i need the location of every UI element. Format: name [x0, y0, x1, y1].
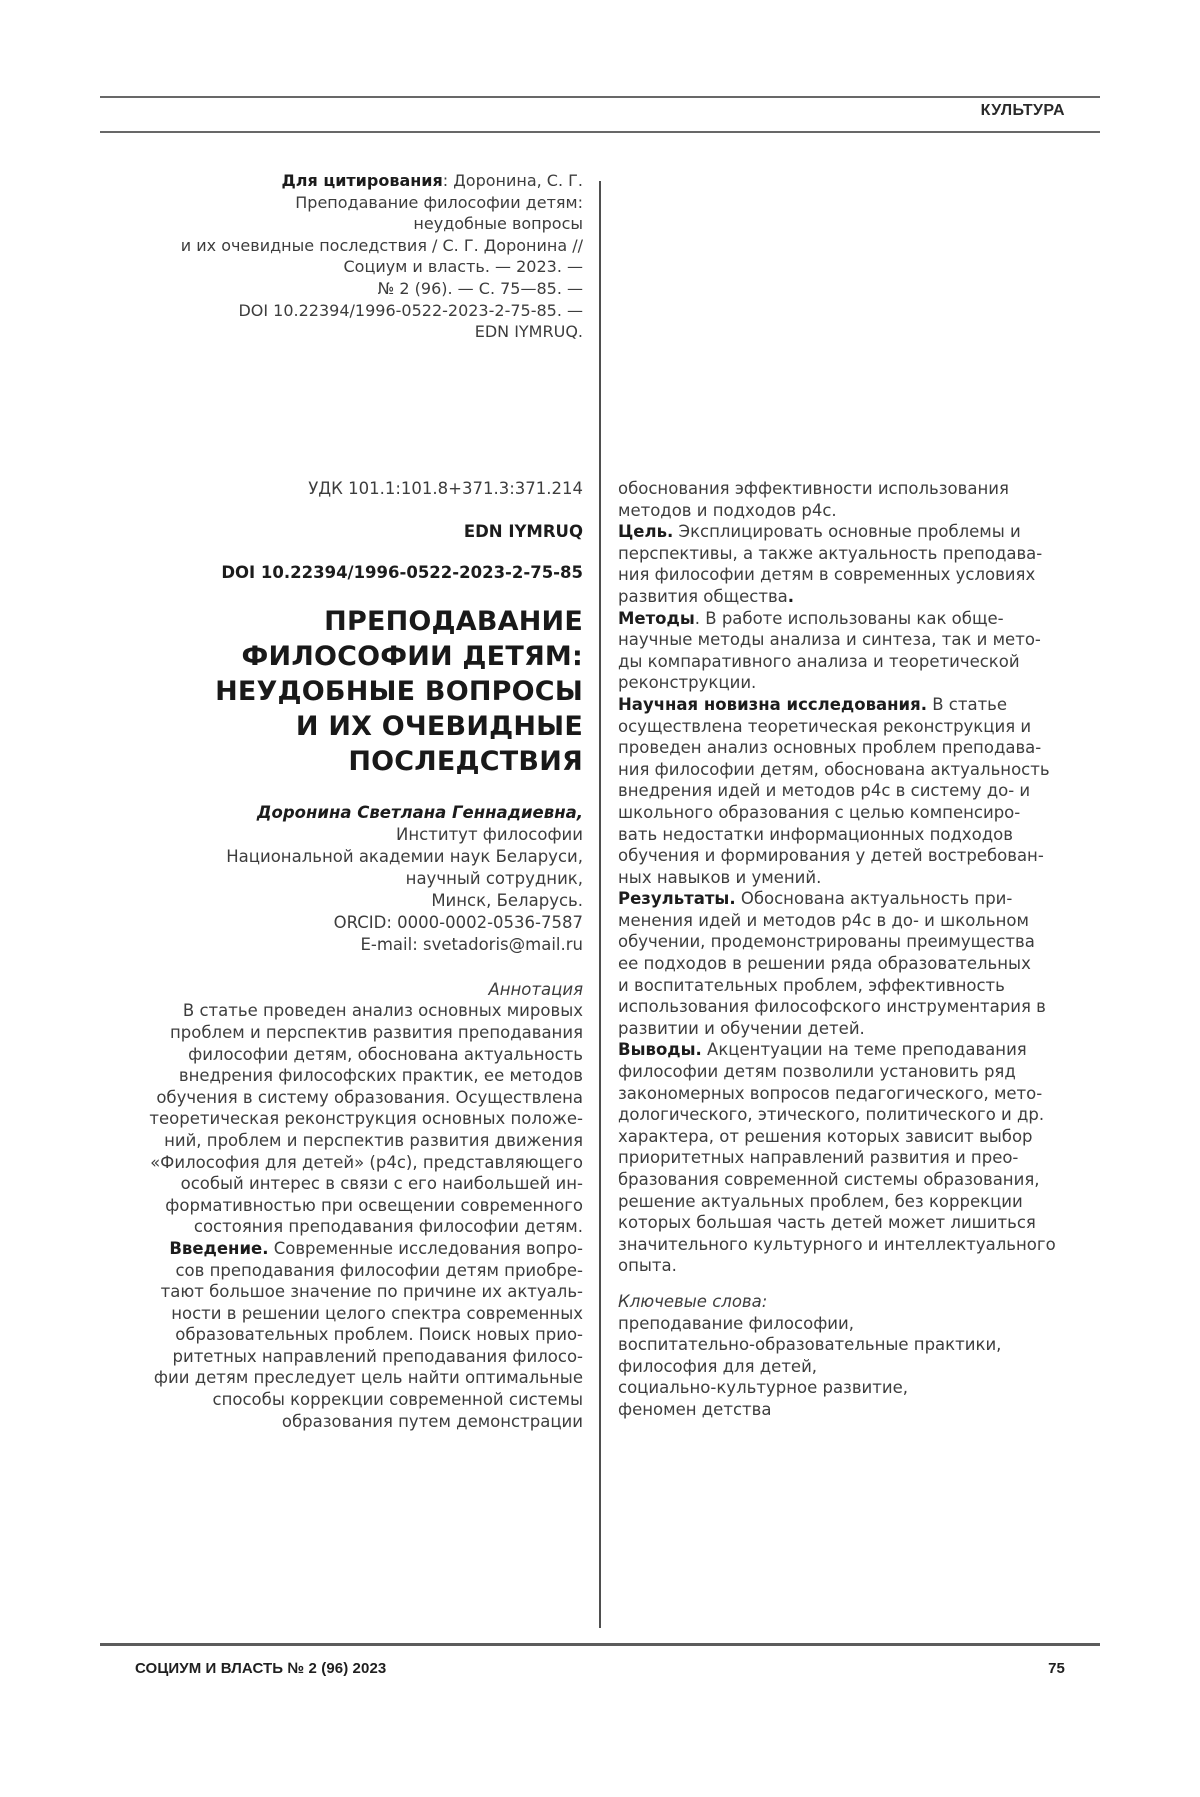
- text-line: особый интерес в связи с его наибольшей ин-: [180, 1174, 583, 1194]
- text-line: EDN IYMRUQ.: [474, 322, 583, 342]
- text-line: фии детям преследует цель найти оптимальные: [153, 1368, 583, 1388]
- text-line: ORCID: 0000-0002-0536-7587: [333, 912, 583, 932]
- text-line: образования путем демонстрации: [281, 1411, 583, 1431]
- text-line: Доронина Светлана Геннадиевна,: [256, 802, 583, 822]
- text-line: ний, проблем и перспектив развития движения: [164, 1130, 583, 1150]
- text-line: Научная новизна исследования. В статье: [618, 694, 1008, 714]
- text-line: DOI 10.22394/1996-0522-2023-2-75-85. —: [238, 300, 583, 320]
- text-line: научный сотрудник,: [405, 868, 583, 888]
- text-line: способы коррекции современной системы: [212, 1390, 583, 1410]
- text-line: и воспитательных проблем, эффективность: [618, 975, 1005, 995]
- keywords-list: [618, 1313, 1080, 1421]
- text-line: ния философии детям в современных условиях: [618, 565, 1036, 585]
- text-line: ды компаративного анализа и теоретической: [618, 651, 1020, 671]
- text-line: использования философского инструментария в: [618, 997, 1046, 1017]
- text-line: реконструкции.: [618, 673, 757, 693]
- text-line: приоритетных направлений развития и прео-: [618, 1148, 1019, 1168]
- text-line: НЕУДОБНЫЕ ВОПРОСЫ: [215, 675, 583, 707]
- text-line: обоснования эффективности использования: [618, 479, 1009, 498]
- right-column: [618, 478, 1080, 1421]
- text-line: образовательных проблем. Поиск новых прио-: [175, 1325, 583, 1345]
- text-line: внедрения философских практик, ее методов: [178, 1066, 583, 1086]
- text-line: ния философии детям, обоснована актуальность: [618, 759, 1050, 779]
- text-line: сов преподавания философии детям приобре-: [175, 1260, 583, 1280]
- text-line: ритетных направлений преподавания филосо-: [172, 1346, 583, 1366]
- text-line: проведен анализ основных проблем преподава-: [618, 738, 1042, 758]
- text-line: «Философия для детей» (p4c), представляющего: [150, 1152, 583, 1172]
- text-line: школьного образования с целью компенсиро-: [618, 802, 1021, 822]
- text-line: характера, от решения которых зависит выбор: [618, 1126, 1033, 1146]
- left-column: [133, 478, 583, 1432]
- text-line: вать недостатки информационных подходов: [618, 824, 1013, 844]
- text-line: Цель. Эксплицировать основные проблемы и: [618, 522, 1021, 542]
- text-line: № 2 (96). — С. 75—85. —: [377, 278, 583, 298]
- text-line: воспитательно-образовательные практики,: [618, 1335, 1002, 1355]
- text-line: дологического, этического, политического и др.: [618, 1105, 1045, 1125]
- text-line: бразования современной системы образования,: [618, 1170, 1040, 1189]
- text-line: E-mail: svetadoris@mail.ru: [360, 934, 583, 954]
- text-line: ности в решении целого спектра современных: [171, 1303, 583, 1323]
- article-title: [133, 604, 583, 779]
- text-line: социально-культурное развитие,: [618, 1378, 909, 1398]
- header-rule-bottom: [100, 131, 1100, 133]
- text-line: осуществлена теоретическая реконструкция и: [618, 716, 1032, 736]
- text-line: закономерных вопросов педагогического, мето-: [618, 1083, 1043, 1103]
- text-line: феномен детства: [618, 1399, 772, 1419]
- section-label: КУЛЬТУРА: [980, 102, 1065, 119]
- text-line: Институт философии: [396, 824, 583, 844]
- text-line: теоретическая реконструкция основных положе-: [149, 1109, 583, 1129]
- author-block: [133, 802, 583, 956]
- text-line: тают большое значение по причине их актуаль-: [160, 1282, 583, 1302]
- text-line: философии детям позволили установить ряд: [618, 1062, 1016, 1082]
- text-line: обучении, продемонстрированы преимущества: [618, 932, 1035, 952]
- text-line: менения идей и методов p4c в до- и школьном: [618, 910, 1029, 930]
- column-divider-rule: [599, 181, 601, 1628]
- text-line: методов и подходов p4c.: [618, 500, 837, 520]
- text-line: Для цитирования: Доронина, С. Г.: [281, 171, 583, 190]
- text-line: философии детям, обоснована актуальность: [188, 1044, 583, 1064]
- text-line: ФИЛОСОФИИ ДЕТЯМ:: [241, 640, 583, 672]
- text-line: ее подходов в решении ряда образовательных: [618, 954, 1031, 974]
- text-line: философия для детей,: [618, 1356, 818, 1376]
- footer-page-number: 75: [1048, 1660, 1065, 1677]
- text-line: которых большая часть детей может лишиться: [618, 1213, 1036, 1233]
- text-line: развития общества.: [618, 586, 795, 606]
- edn-code: EDN IYMRUQ: [463, 521, 583, 541]
- text-line: обучения и формирования у детей востребован-: [618, 846, 1044, 866]
- text-line: проблем и перспектив развития преподавания: [170, 1022, 583, 1042]
- header-rule-top: [100, 96, 1100, 98]
- text-line: Социум и власть. — 2023. —: [343, 257, 583, 277]
- citation-block: [133, 170, 583, 343]
- text-line: Минск, Беларусь.: [431, 890, 583, 910]
- text-line: Преподавание философии детям:: [295, 192, 583, 212]
- text-line: ных навыков и умений.: [618, 867, 822, 887]
- text-line: состояния преподавания философии детям.: [193, 1217, 583, 1237]
- abstract-text: [133, 1000, 583, 1432]
- text-line: обучения в систему образования. Осуществлена: [156, 1087, 583, 1107]
- abstract-label: Аннотация: [488, 979, 583, 999]
- footer-rule: [100, 1643, 1100, 1646]
- text-line: научные методы анализа и синтеза, так и мето-: [618, 630, 1041, 650]
- text-line: И ИХ ОЧЕВИДНЫЕ: [295, 710, 583, 742]
- abstract-continued-text: [618, 478, 1080, 1277]
- text-line: развитии и обучении детей.: [618, 1018, 865, 1038]
- text-line: ПОСЛЕДСТВИЯ: [348, 745, 583, 777]
- text-line: неудобные вопросы: [413, 214, 583, 234]
- text-line: Выводы. Акцентуации на теме преподавания: [618, 1040, 1027, 1060]
- text-line: перспективы, а также актуальность преподава-: [618, 543, 1043, 563]
- udc-code: УДК 101.1:101.8+371.3:371.214: [308, 479, 583, 498]
- footer-journal-title: СОЦИУМ И ВЛАСТЬ № 2 (96) 2023: [135, 1660, 387, 1677]
- text-line: решение актуальных проблем, без коррекции: [618, 1191, 1023, 1211]
- text-line: формативностью при освещении современного: [165, 1195, 583, 1215]
- text-line: Национальной академии наук Беларуси,: [226, 846, 583, 866]
- text-line: опыта.: [618, 1256, 677, 1276]
- text-line: внедрения идей и методов p4c в систему до- и: [618, 781, 1031, 801]
- doi-code: DOI 10.22394/1996-0522-2023-2-75-85: [221, 563, 583, 583]
- text-line: ПРЕПОДАВАНИЕ: [324, 605, 583, 637]
- text-line: Методы. В работе использованы как обще-: [618, 608, 1004, 628]
- text-line: значительного культурного и интеллектуального: [618, 1234, 1056, 1254]
- text-line: и их очевидные последствия / С. Г. Доронина //: [180, 235, 583, 255]
- text-line: Введение. Современные исследования вопро-: [169, 1238, 583, 1258]
- text-line: В статье проведен анализ основных мировых: [182, 1001, 583, 1021]
- footer: [135, 1660, 1065, 1677]
- keywords-label: Ключевые слова:: [618, 1291, 768, 1311]
- text-line: преподавание философии,: [618, 1313, 854, 1333]
- text-line: Результаты. Обоснована актуальность при-: [618, 889, 1013, 909]
